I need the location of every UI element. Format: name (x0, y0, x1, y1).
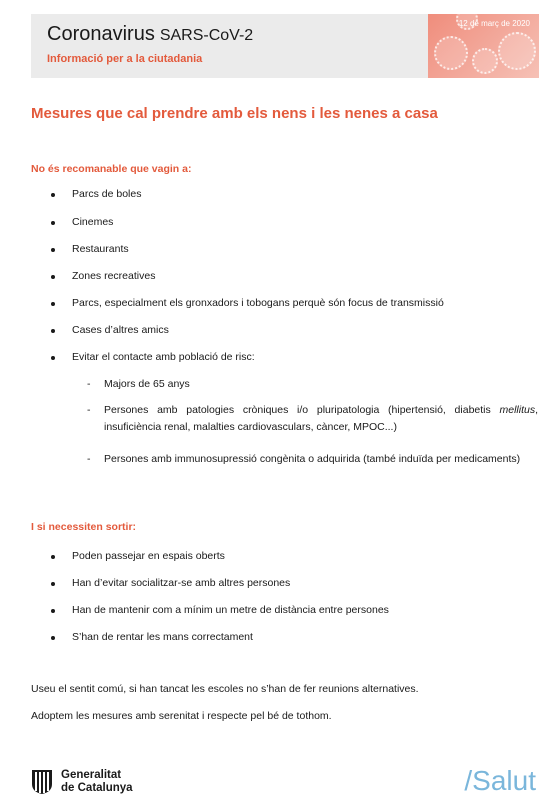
virus-banner-image (428, 14, 539, 78)
list-item-text: Evitar el contacte amb població de risc: (72, 351, 255, 363)
bullet-icon (51, 248, 55, 252)
dash-icon: - (87, 404, 91, 416)
list-item-text: Zones recreatives (72, 270, 156, 282)
sub-list-item-text: Persones amb patologies cròniques i/o pluripatologia (hipertensió, diabetis mellitus, insuficiència renal, malalties cardiovasculars, càncer, MPOC...) (104, 404, 538, 433)
sub-list-item-text: Persones amb immunosupressió congènita o adquirida (també induïda per medicaments) (104, 453, 521, 465)
bullet-icon (51, 193, 55, 197)
bullet-icon (51, 302, 55, 306)
page-title: Mesures que cal prendre amb els nens i les nenes a casa (31, 105, 438, 122)
header-subtitle: Informació per a la ciutadania (47, 53, 203, 65)
header-date: 12 de març de 2020 (458, 19, 530, 28)
bullet-icon (51, 555, 55, 559)
salut-logo: /Salut (464, 765, 536, 796)
list-item-text: Han de mantenir com a mínim un metre de distància entre persones (72, 604, 389, 616)
title-main: Coronavirus (47, 23, 155, 45)
document-header (31, 14, 539, 78)
header-title (47, 23, 253, 46)
virus-icon (472, 48, 498, 74)
list-item-text: Restaurants (72, 243, 129, 255)
list-item-text: Cinemes (72, 216, 114, 228)
paragraph-serenity: Adoptem les mesures amb serenitat i respecte pel bé de tothom. (31, 710, 332, 722)
section-heading-going-out: I si necessiten sortir: (31, 521, 137, 533)
list-item-text: Parcs, especialment els gronxadors i tobogans perquè són focus de transmissió (72, 297, 444, 309)
dash-icon: - (87, 453, 91, 465)
bullet-icon (51, 275, 55, 279)
bullet-icon (51, 356, 55, 360)
generalitat-name: Generalitat de Catalunya (61, 769, 133, 794)
bullet-icon (51, 221, 55, 225)
bullet-icon (51, 329, 55, 333)
list-item-text: S’han de rentar les mans correctament (72, 631, 253, 643)
list-item-text: Parcs de boles (72, 188, 142, 200)
list-item-text: Cases d’altres amics (72, 324, 169, 336)
section-heading-not-recommended: No és recomanable que vagin a: (31, 163, 192, 175)
virus-icon (498, 32, 536, 70)
dash-icon: - (87, 378, 91, 390)
bullet-icon (51, 636, 55, 640)
sub-list-item-text: Majors de 65 anys (104, 378, 190, 390)
virus-icon (434, 36, 468, 70)
bullet-icon (51, 609, 55, 613)
generalitat-emblem-icon (31, 770, 53, 794)
title-sub: SARS-CoV-2 (159, 27, 254, 44)
bullet-icon (51, 582, 55, 586)
list-item-text: Poden passejar en espais oberts (72, 550, 225, 562)
paragraph-common-sense: Useu el sentit comú, si han tancat les escoles no s’han de fer reunions alternatives. (31, 683, 419, 695)
list-item-text: Han d’evitar socialitzar-se amb altres persones (72, 577, 291, 589)
